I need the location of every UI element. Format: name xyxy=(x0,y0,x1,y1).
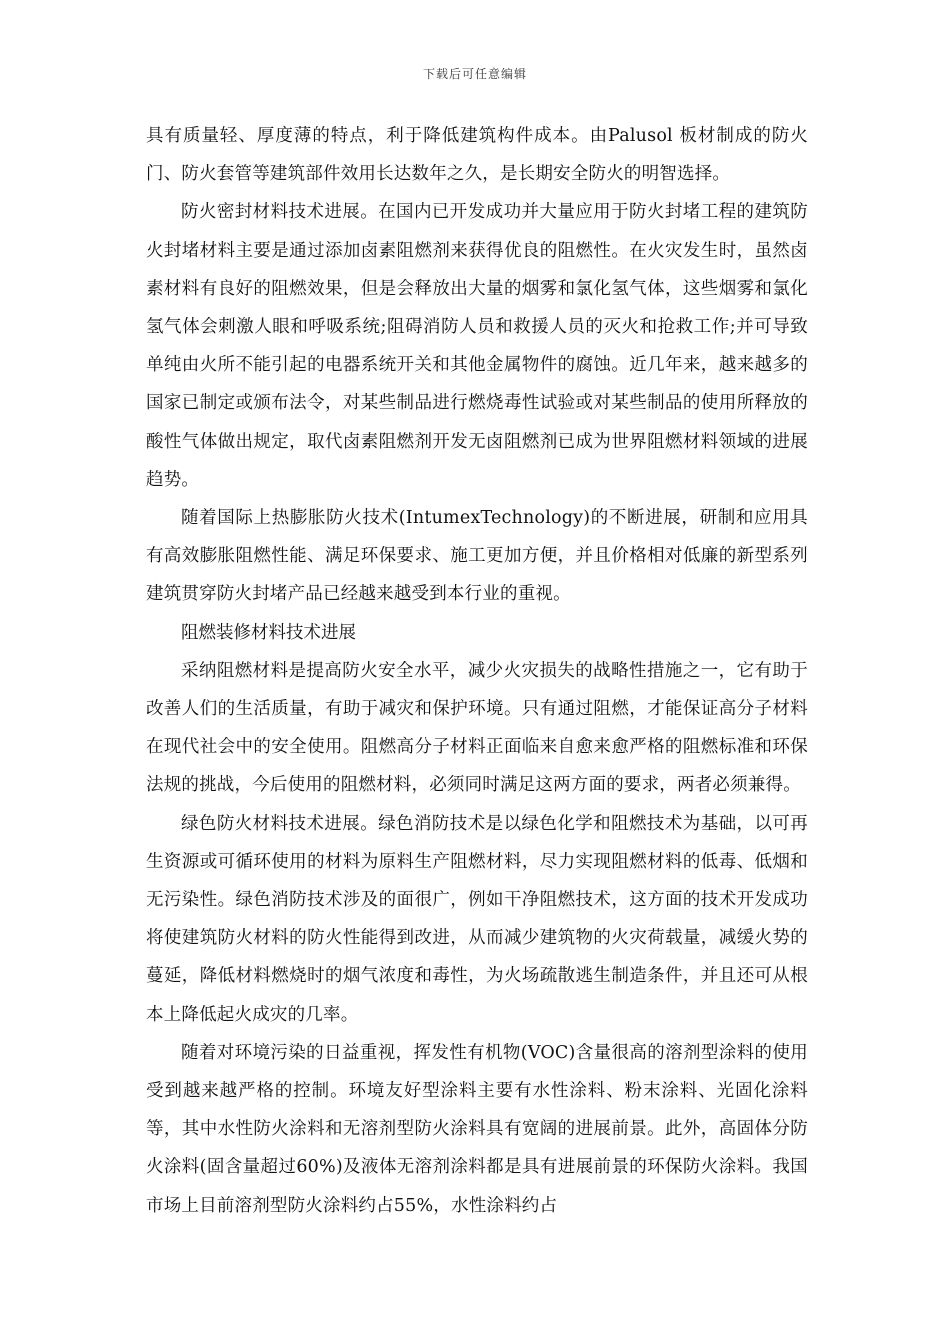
page-header-note: 下载后可任意编辑 xyxy=(422,67,527,81)
paragraph-intumex: 随着国际上热膨胀防火技术(IntumexTechnology)的不断进展，研制和应用具有高效膨胀阻燃性能、满足环保要求、施工更加方便，并且价格相对低廉的新型系列建筑贯穿防火封堵产品已经越来越受到本行业的重视。 xyxy=(146,508,808,605)
document-body xyxy=(146,117,808,1225)
section-heading-flame-retardant-decoration: 阻燃装修材料技术进展 xyxy=(181,622,356,643)
paragraph-green-fire-materials: 绿色防火材料技术进展。绿色消防技术是以绿色化学和阻燃技术为基础，以可再生资源或可循环使用的材料为原料生产阻燃材料，尽力实现阻燃材料的低毒、低烟和无污染性。绿色消防技术涉及的面很广，例如干净阻燃技术，这方面的技术开发成功将使建筑防火材料的防火性能得到改进，从而减少建筑物的火灾荷载量，减缓火势的蔓延，降低材料燃烧时的烟气浓度和毒性，为火场疏散逃生制造条件，并且还可从根本上降低起火成灾的几率。 xyxy=(146,813,808,1025)
paragraph-voc-coatings: 随着对环境污染的日益重视，挥发性有机物(VOC)含量很高的溶剂型涂料的使用受到越来越严格的控制。环境友好型涂料主要有水性涂料、粉末涂料、光固化涂料等，其中水性防火涂料和无溶剂型防火涂料具有宽阔的进展前景。此外，高固体分防火涂料(固含量超过60%)及液体无溶剂涂料都是具有进展前景的环保防火涂料。我国市场上目前溶剂型防火涂料约占55%，水性涂料约占 xyxy=(146,1042,808,1216)
paragraph-fire-sealing: 防火密封材料技术进展。在国内已开发成功并大量应用于防火封堵工程的建筑防火封堵材料主要是通过添加卤素阻燃剂来获得优良的阻燃性。在火灾发生时，虽然卤素材料有良好的阻燃效果，但是会释放出大量的烟雾和氯化氢气体，这些烟雾和氯化氢气体会刺激人眼和呼吸系统;阻碍消防人员和救援人员的灭火和抢救工作;并可导致单纯由火所不能引起的电器系统开关和其他金属物件的腐蚀。近几年来，越来越多的国家已制定或颁布法令，对某些制品进行燃烧毒性试验或对某些制品的使用所释放的酸性气体做出规定，取代卤素阻燃剂开发无卤阻燃剂已成为世界阻燃材料领域的进展趋势。 xyxy=(146,202,808,490)
paragraph-flame-retardant-materials: 采纳阻燃材料是提高防火安全水平，减少火灾损失的战略性措施之一，它有助于改善人们的生活质量，有助于减灾和保护环境。只有通过阻燃，才能保证高分子材料在现代社会中的安全使用。阻燃高分子材料正面临来自愈来愈严格的阻燃标准和环保法规的挑战，今后使用的阻燃材料，必须同时满足这两方面的要求，两者必须兼得。 xyxy=(146,660,808,796)
paragraph-continuation: 具有质量轻、厚度薄的特点，利于降低建筑构件成本。由Palusol 板材制成的防火门、防火套管等建筑部件效用长达数年之久，是长期安全防火的明智选择。 xyxy=(146,126,808,185)
